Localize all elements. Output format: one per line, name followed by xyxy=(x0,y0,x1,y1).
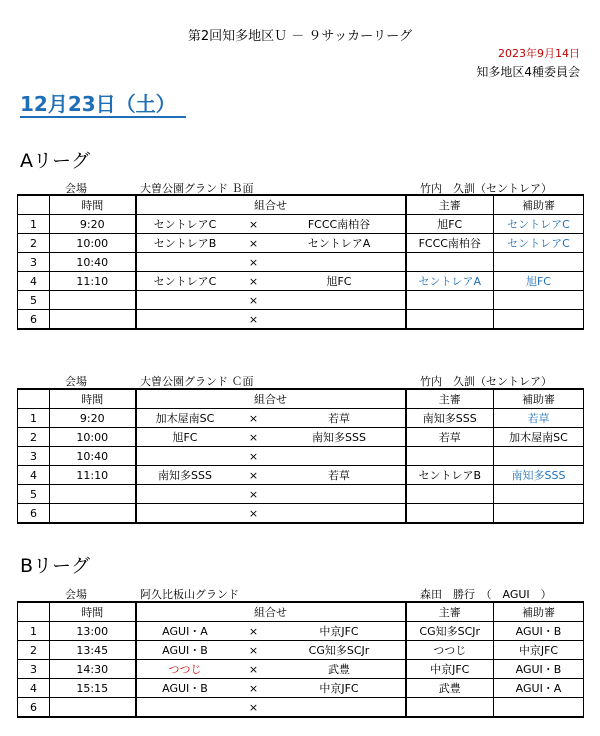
header-referee: 主審 xyxy=(406,602,494,622)
venue-name: 大曽公園グランド Ｃ面 xyxy=(140,375,254,388)
schedule-table-a xyxy=(17,194,584,330)
referee-person: 森田 勝行 （ AGUI ） xyxy=(420,588,552,601)
table-header-row xyxy=(18,195,584,215)
venue-label: 会場 xyxy=(65,375,87,388)
table-row: 2 10:00 旭FC × 南知多SSS 若草 加木屋南SC xyxy=(18,428,584,447)
table-row: 5 × xyxy=(18,291,584,310)
table-header-row xyxy=(18,389,584,409)
referee-person: 竹内 久訓（セントレア） xyxy=(420,375,552,388)
venue-label: 会場 xyxy=(65,588,87,601)
venue-name: 阿久比板山グランド xyxy=(140,588,239,601)
table-row: 4 15:15 AGUI・B × 中京JFC 武豊 AGUI・A xyxy=(18,679,584,698)
table-row: 1 9:20 セントレアC × FCCC南柏谷 旭FC セントレアC xyxy=(18,215,584,234)
publish-date: 2023年9月14日 xyxy=(498,47,580,60)
header-time: 時間 xyxy=(50,389,136,409)
table-row: 6 × xyxy=(18,504,584,524)
table-row: 3 10:40 × xyxy=(18,253,584,272)
header-combo: 組合せ xyxy=(136,195,406,215)
league-b-heading: Bリーグ xyxy=(20,555,91,577)
venue-label: 会場 xyxy=(65,182,87,195)
table-header-row xyxy=(18,602,584,622)
header-referee: 主審 xyxy=(406,389,494,409)
header-time: 時間 xyxy=(50,195,136,215)
table-row: 3 10:40 × xyxy=(18,447,584,466)
table-row: 6 × xyxy=(18,698,584,718)
schedule-table-b xyxy=(17,601,584,718)
table-row: 1 9:20 加木屋南SC × 若草 南知多SSS 若草 xyxy=(18,409,584,428)
header-assistant: 補助審 xyxy=(494,602,584,622)
table-row: 2 13:45 AGUI・B × CG知多SCJr つつじ 中京JFC xyxy=(18,641,584,660)
schedule-table-a2 xyxy=(17,388,584,524)
header-combo: 組合せ xyxy=(136,602,406,622)
document-title: 第2回知多地区Ｕ － ９サッカーリーグ xyxy=(187,29,413,44)
organizer: 知多地区4種委員会 xyxy=(476,65,580,79)
table-row: 1 13:00 AGUI・A × 中京JFC CG知多SCJr AGUI・B xyxy=(18,622,584,641)
header-combo: 組合せ xyxy=(136,389,406,409)
table-row: 6 × xyxy=(18,310,584,330)
table-row: 5 × xyxy=(18,485,584,504)
table-row: 4 11:10 南知多SSS × 若草 セントレアB 南知多SSS xyxy=(18,466,584,485)
table-row: 3 14:30 つつじ × 武豊 中京JFC AGUI・B xyxy=(18,660,584,679)
referee-person: 竹内 久訓（セントレア） xyxy=(420,182,552,195)
table-row: 2 10:00 セントレアB × セントレアA FCCC南柏谷 セントレアC xyxy=(18,234,584,253)
table-row: 4 11:10 セントレアC × 旭FC セントレアA 旭FC xyxy=(18,272,584,291)
header-referee: 主審 xyxy=(406,195,494,215)
match-date: 12月23日（土） xyxy=(20,92,186,118)
header-time: 時間 xyxy=(50,602,136,622)
header-assistant: 補助審 xyxy=(494,195,584,215)
league-a-heading: Aリーグ xyxy=(20,150,90,172)
venue-name: 大曽公園グランド Ｂ面 xyxy=(140,182,254,195)
header-assistant: 補助審 xyxy=(494,389,584,409)
